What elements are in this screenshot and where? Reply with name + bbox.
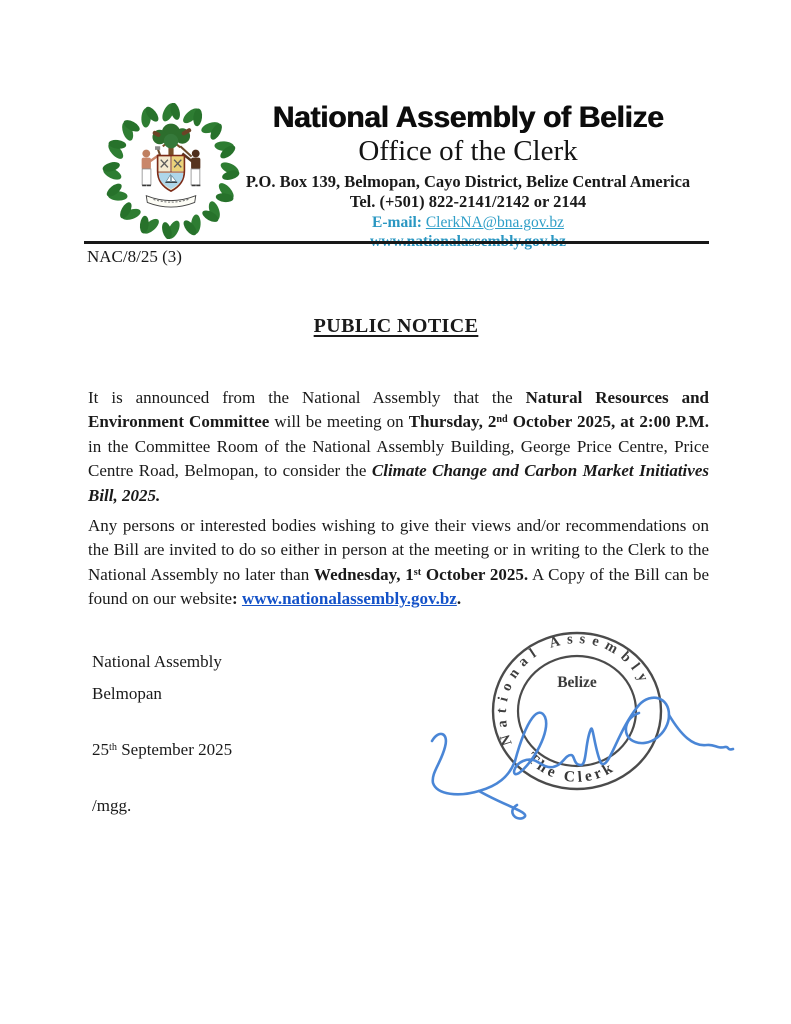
clerk-signature [432, 698, 733, 819]
text-run: October 2025. [421, 564, 529, 584]
text-run: Climate Change and Carbon Market Initiatives Bill, 2025. [88, 461, 709, 505]
stamp-arc-top-text: National Assembly [493, 631, 655, 748]
closing-initials: /mgg. [92, 796, 132, 815]
closing-city: Belmopan [92, 684, 162, 703]
text-run: It is announced from the National Assembly that the [88, 388, 526, 407]
text-run: . [456, 589, 462, 609]
text-run: A Copy of the Bill can be found on our website [88, 564, 709, 609]
office-name: Office of the Clerk [358, 134, 578, 167]
shield [158, 156, 185, 192]
text-run: : [232, 589, 238, 609]
reference-number: NAC/8/25 (3) [87, 247, 182, 266]
postal-address: P.O. Box 139, Belmopan, Cayo District, Belize Central America [245, 172, 691, 192]
belize-coat-of-arms-logo [98, 103, 244, 239]
text-run: 25 [92, 740, 109, 759]
letterhead [232, 102, 704, 250]
notice-paragraph-1 [88, 386, 709, 508]
text-run: September 2025 [116, 740, 233, 759]
text-run: Any persons or interested bodies wishing to give their views and/or recommendations on the Bill are invited to do so either in person at the meeting or in writing to the Clerk to the National Assembly no later than [88, 516, 709, 584]
stamp-center-text: Belize [557, 674, 597, 691]
notice-paragraph-2 [88, 514, 709, 612]
clerk-stamp-and-signature [417, 616, 737, 826]
letterhead-divider [84, 241, 709, 244]
phone-line: Tel. (+501) 822-2141/2142 or 2144 [349, 191, 587, 211]
closing-date [92, 740, 232, 760]
body-website-link[interactable]: www.nationalassembly.gov.bz [241, 589, 457, 609]
text-run: nd [496, 414, 508, 426]
text-run: st [413, 566, 422, 578]
closing-org: National Assembly [92, 652, 222, 671]
motto-banner [146, 196, 195, 207]
text-run: Thursday, 2 [408, 412, 497, 432]
text-run: Natural Resources and Environment Committee [88, 388, 709, 432]
text-run: will be meeting on [269, 412, 409, 432]
stamp-arc-bottom-text: The Clerk [523, 749, 619, 787]
text-run: th [109, 741, 117, 753]
email-label: E-mail: [372, 214, 422, 232]
text-run: in the Committee Room of the National Assembly Building, George Price Centre, Price Centre Road, Belmopan, to consider the [88, 436, 709, 481]
email-link[interactable]: ClerkNA@bna.gov.bz [425, 214, 564, 232]
notice-title: PUBLIC NOTICE [313, 315, 479, 337]
text-run: Wednesday, 1 [314, 564, 414, 584]
email-line [232, 214, 704, 231]
text-run: October 2025, at 2:00 P.M. [507, 412, 709, 432]
org-name: National Assembly of Belize [272, 101, 664, 134]
